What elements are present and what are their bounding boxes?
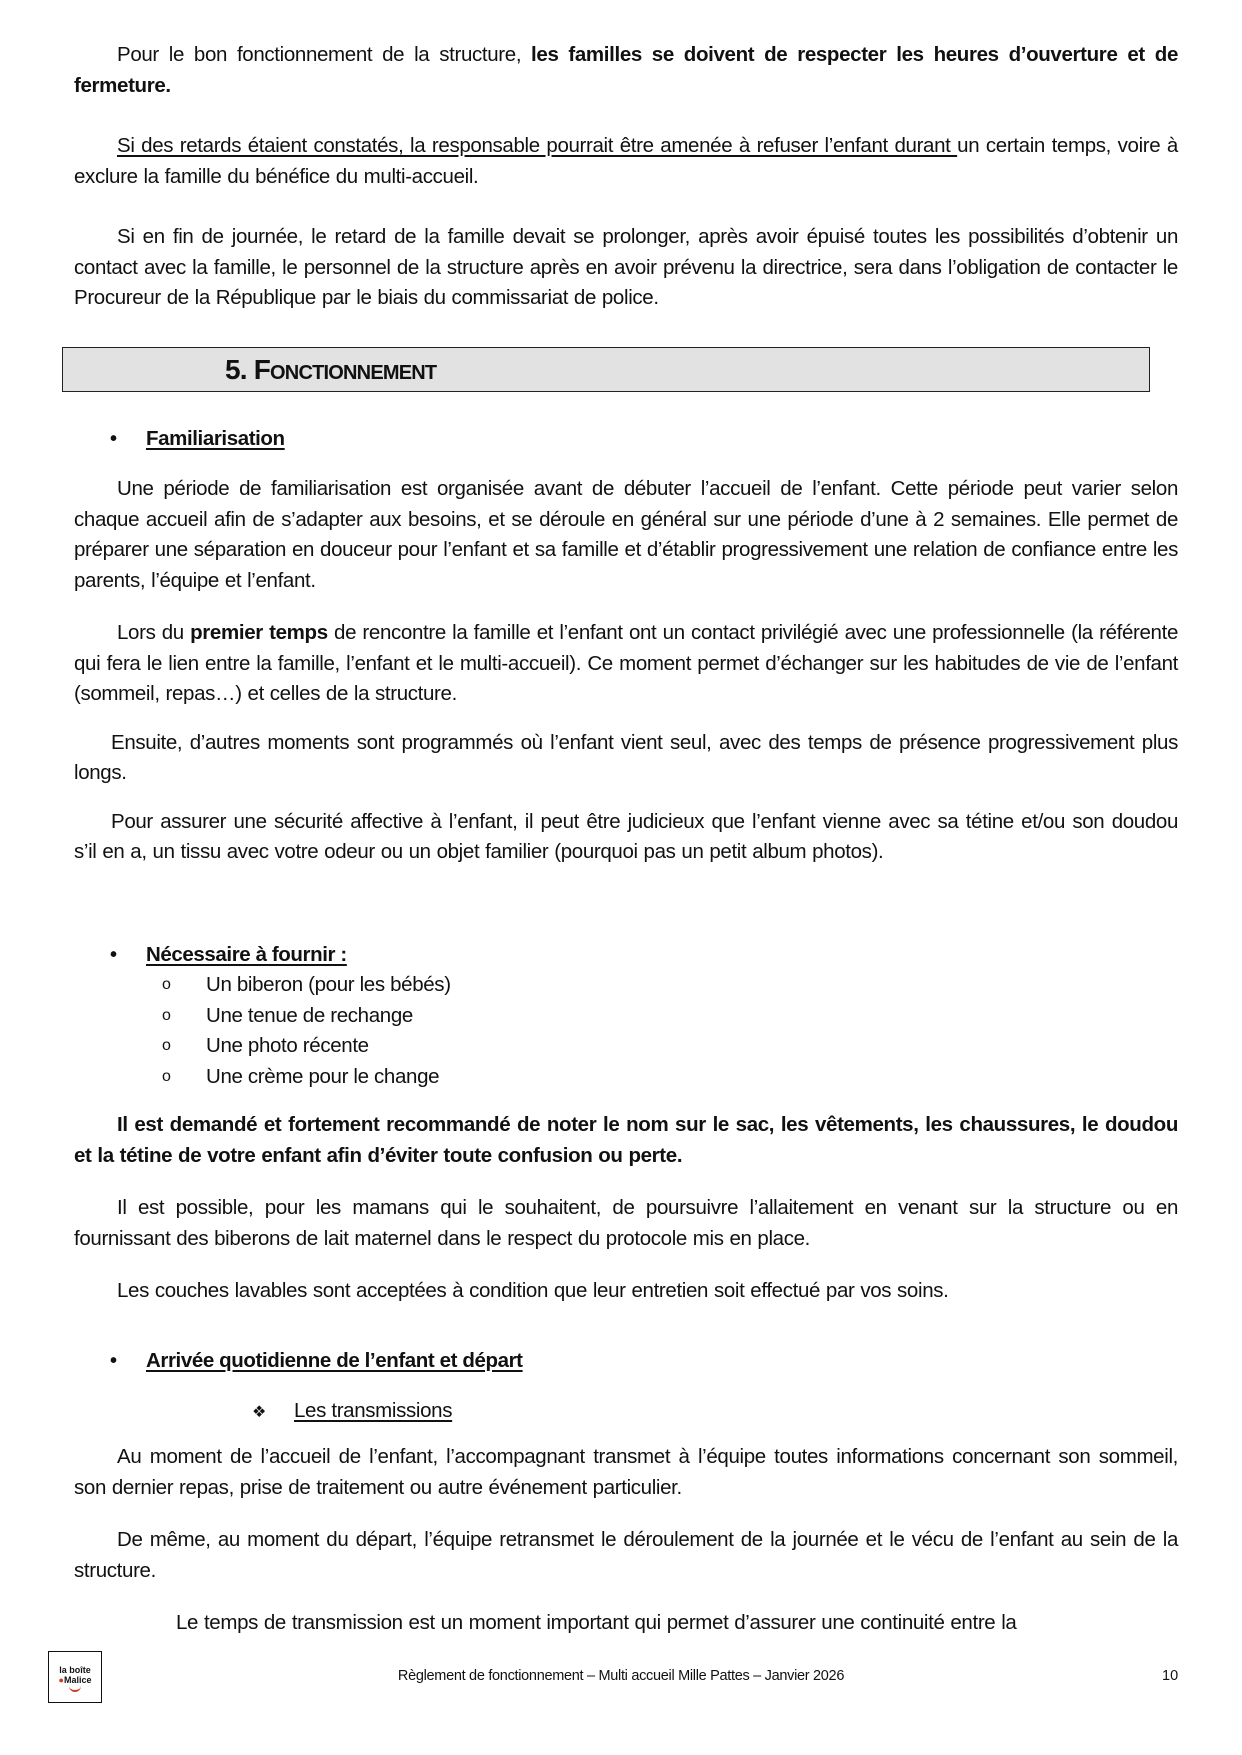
- circle-bullet-icon: o: [162, 1037, 171, 1054]
- list-item: [162, 1062, 451, 1093]
- bullet-icon: •: [110, 428, 117, 450]
- bullet-icon: •: [110, 944, 117, 966]
- list-item-label: Une crème pour le change: [206, 1064, 440, 1088]
- logo-dot-icon: ●: [58, 1675, 64, 1685]
- arrival-body: [74, 1442, 1178, 1639]
- breastfeeding-paragraph: Il est possible, pour les mamans qui le souhaitent, de poursuivre l’allaitement en venant sur la structure ou en fournissant des biberons de lait maternel dans le respect du protocole mis en place.: [74, 1196, 1178, 1250]
- opening-hours-bold: les familles se doivent de respecter les heures d’ouverture et de fermeture.: [74, 43, 1178, 97]
- transmissions-label: Les transmissions: [294, 1399, 453, 1422]
- late-pickup-paragraph: Si en fin de journée, le retard de la famille devait se prolonger, après avoir épuisé toutes les possibilités d’obtenir un contact avec la famille, le personnel de la structure après en avoir prévenu la directrice, sera dans l’obligation de contacter le Procureur de la République par le biais du commissariat de police.: [74, 225, 1178, 309]
- list-item: [162, 1001, 451, 1032]
- logo-smile-icon: [69, 1686, 81, 1692]
- section-heading-box: [62, 347, 1150, 392]
- list-item: [162, 970, 451, 1001]
- logo-line-1: la boîte: [59, 1665, 91, 1675]
- arrival-label: Arrivée quotidienne de l’enfant et départ: [146, 1349, 523, 1372]
- necessaire-label: Nécessaire à fournir :: [146, 943, 347, 966]
- washable-diapers-paragraph: Les couches lavables sont acceptées à condition que leur entretien soit effectué par vos soins.: [117, 1279, 949, 1302]
- departure-transmission-paragraph: De même, au moment du départ, l’équipe retransmet le déroulement de la journée et le vécu de l’enfant au sein de la structure.: [74, 1528, 1178, 1582]
- first-meeting-paragraph: [74, 618, 1178, 710]
- familiarisation-intro-paragraph: Une période de familiarisation est organisée avant de débuter l’accueil de l’enfant. Cette période peut varier selon chaque accueil afin de s’adapter aux besoins, et se déroule en général sur une période d’une à 2 semaines. Elle permet de préparer une séparation en douceur pour l’enfant et sa famille et d’établir progressivement une relation de confiance entre les parents, l’équipe et l’enfant.: [74, 477, 1178, 592]
- list-item-label: Une photo récente: [206, 1034, 369, 1057]
- document-page: [74, 40, 1178, 314]
- transmission-importance-paragraph: Le temps de transmission est un moment important qui permet d’assurer une continuité entre la: [176, 1611, 1017, 1634]
- transmissions-subheading: [252, 1396, 452, 1428]
- arrival-heading: [110, 1346, 523, 1376]
- section-number: 5.: [225, 354, 247, 385]
- diamond-bullet-icon: ❖: [252, 1404, 266, 1421]
- following-moments-paragraph: Ensuite, d’autres moments sont programmés où l’enfant vient seul, avec des temps de présence progressivement plus longs.: [74, 730, 1178, 784]
- necessaire-heading: [110, 940, 347, 970]
- first-meeting-end: de rencontre la famille et l’enfant ont un contact privilégié avec une professionnelle (la référente qui fera le lien entre la famille, l’enfant et le multi-accueil). Ce moment permet d’échanger sur les habitudes de vie de l’enfant (sommeil, repas…) et celles de la structure.: [74, 621, 1178, 705]
- necessaire-body: [74, 1110, 1178, 1307]
- label-belongings-note: Il est demandé et fortement recommandé de noter le nom sur le sac, les vêtements, les chaussures, le doudou et la tétine de votre enfant afin d’éviter toute confusion ou perte.: [74, 1113, 1178, 1167]
- circle-bullet-icon: o: [162, 1006, 171, 1024]
- list-item: [162, 1031, 451, 1062]
- footer-title: Règlement de fonctionnement – Multi accueil Mille Pattes – Janvier 2026: [397, 1668, 845, 1684]
- opening-hours-paragraph: [74, 40, 1178, 101]
- circle-bullet-icon: o: [162, 1067, 171, 1085]
- delay-paragraph: [74, 131, 1178, 192]
- necessaire-list: [162, 970, 451, 1092]
- familiarisation-heading: [110, 424, 285, 454]
- arrival-transmission-paragraph: Au moment de l’accueil de l’enfant, l’accompagnant transmet à l’équipe toutes informations concernant son sommeil, son dernier repas, prise de traitement ou autre événement particulier.: [74, 1445, 1178, 1499]
- page-number: 10: [1162, 1668, 1179, 1684]
- opening-hours-text: Pour le bon fonctionnement de la structure,: [117, 43, 532, 66]
- familiarisation-body: [74, 474, 1178, 868]
- bullet-icon: •: [110, 1350, 117, 1372]
- first-meeting-bold: premier temps: [190, 621, 328, 644]
- list-item-label: Un biberon (pour les bébés): [206, 973, 451, 996]
- first-meeting-start: Lors du: [117, 621, 191, 644]
- familiarisation-label: Familiarisation: [146, 427, 285, 450]
- delay-underlined-text: Si des retards étaient constatés, la responsable pourrait être amenée à refuser l’enfant durant: [117, 134, 958, 157]
- logo-line-2: Malice: [63, 1675, 92, 1685]
- section-name: Fonctionnement: [253, 354, 437, 385]
- circle-bullet-icon: o: [162, 976, 171, 993]
- list-item-label: Une tenue de rechange: [206, 1003, 413, 1027]
- emotional-security-paragraph: Pour assurer une sécurité affective à l’enfant, il peut être judicieux que l’enfant vienne avec sa tétine et/ou son doudou s’il en a, un tissu avec votre odeur ou un objet familier (pourquoi pas un petit album photos).: [74, 809, 1178, 863]
- delay-text: un certain temps, voire à exclure la famille du bénéfice du multi-accueil.: [74, 134, 1178, 188]
- section-title: [225, 354, 436, 386]
